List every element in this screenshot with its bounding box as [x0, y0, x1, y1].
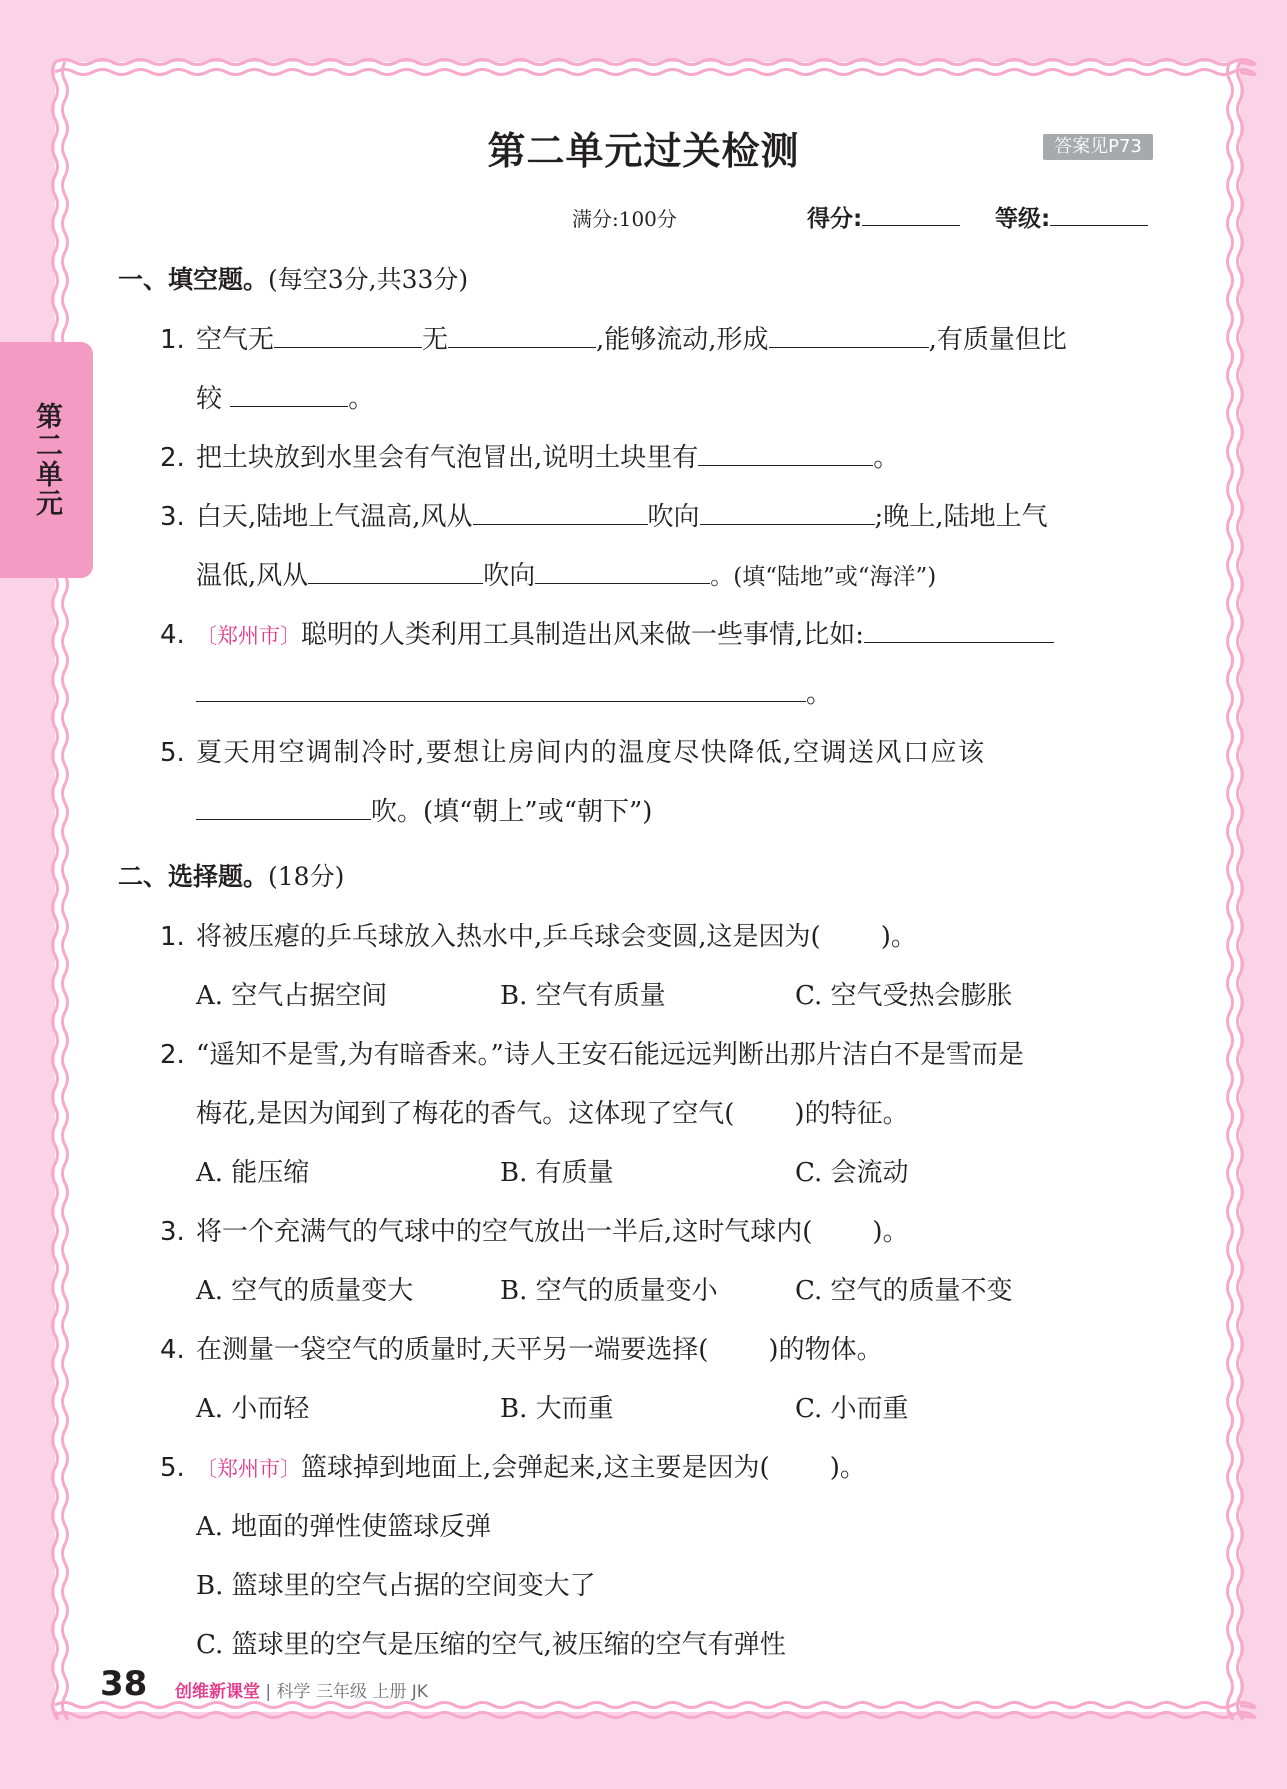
answer-blank[interactable] — [864, 642, 1054, 643]
score-blank[interactable] — [862, 225, 960, 226]
footer-brand: 创维新课堂 — [175, 1682, 260, 1702]
answer-blank[interactable] — [473, 524, 648, 525]
unit-side-tab-label: 第二单元 — [31, 402, 62, 518]
s1-q4-cont — [196, 673, 832, 710]
q-text: 。 — [873, 443, 900, 473]
answer-blank[interactable] — [274, 347, 422, 348]
section-heading-choice — [118, 857, 344, 893]
answer-blank[interactable] — [769, 347, 929, 348]
question-number: 5. — [160, 738, 185, 768]
q-text: )。 — [829, 1453, 866, 1483]
option-a[interactable]: A. 小而轻 — [196, 1394, 310, 1424]
q-text: 较 — [196, 384, 223, 414]
grade-label: 等级: — [995, 206, 1051, 232]
q-text: )。 — [872, 1217, 909, 1247]
s1-q2 — [160, 437, 899, 474]
q-text: 无 — [422, 325, 449, 355]
question-number: 5. — [160, 1453, 185, 1483]
q-text: 聪明的人类利用工具制造出风来做一些事情,比如: — [301, 620, 865, 650]
q-text: )的物体。 — [768, 1335, 883, 1365]
q-text: 夏天用空调制冷时,要想让房间内的温度尽快降低,空调送风口应该 — [196, 738, 986, 768]
s2-q3 — [160, 1211, 909, 1248]
answer-blank[interactable] — [230, 406, 348, 407]
footer-subject: | 科学 三年级 上册 JK — [265, 1682, 428, 1702]
question-number: 1. — [160, 922, 185, 952]
option-c[interactable]: C. 空气的质量不变 — [795, 1276, 1013, 1306]
option-b[interactable]: B. 有质量 — [500, 1158, 614, 1188]
answer-blank[interactable] — [448, 347, 596, 348]
q-text: 。(填“陆地”或“海洋”) — [710, 564, 937, 590]
s1-q4 — [160, 614, 1054, 651]
q-text: 把土块放到水里会有气泡冒出,说明土块里有 — [196, 443, 699, 473]
section2-points: (18分) — [268, 862, 345, 891]
s1-q5 — [160, 732, 986, 769]
unit-side-tab — [0, 342, 93, 578]
option-a[interactable]: A. 能压缩 — [196, 1158, 310, 1188]
grade-field — [995, 200, 1148, 233]
section1-points: (每空3分,共33分) — [268, 265, 469, 294]
q-text: )的特征。 — [794, 1099, 909, 1129]
score-field — [807, 200, 960, 233]
q-text: 吹向 — [483, 561, 536, 591]
q-text: “遥知不是雪,为有暗香来。”诗人王安石能远远判断出那片洁白不是雪而是 — [196, 1040, 1024, 1070]
q-text: 梅花,是因为闻到了梅花的香气。这体现了空气( — [196, 1099, 735, 1129]
q-text: 空气无 — [196, 325, 275, 355]
region-tag: 〔郑州市〕 — [196, 624, 301, 648]
full-score: 满分:100分 — [572, 207, 677, 231]
s1-q1-cont — [196, 378, 374, 415]
option-a[interactable]: A. 空气占据空间 — [196, 981, 388, 1011]
section2-heading: 二、选择题。 — [118, 862, 269, 891]
q-text: 将被压瘪的乒乓球放入热水中,乒乓球会变圆,这是因为( — [196, 922, 821, 952]
answer-blank[interactable] — [196, 819, 371, 820]
q-text: 篮球掉到地面上,会弹起来,这主要是因为( — [301, 1453, 770, 1483]
option-c[interactable]: C. 小而重 — [795, 1394, 909, 1424]
answer-blank[interactable] — [535, 583, 710, 584]
q-text: 吹向 — [647, 502, 700, 532]
s2-q1 — [160, 916, 917, 953]
section1-heading: 一、填空题。 — [118, 265, 269, 294]
option-c[interactable]: C. 空气受热会膨胀 — [795, 981, 1013, 1011]
option-b[interactable]: B. 大而重 — [500, 1394, 614, 1424]
q-text: ,能够流动,形成 — [596, 325, 769, 355]
option-a[interactable]: A. 空气的质量变大 — [196, 1276, 414, 1306]
s2-q2-cont — [196, 1093, 909, 1130]
question-number: 3. — [160, 1217, 185, 1247]
answer-reference-badge: 答案见P73 — [1043, 134, 1153, 160]
question-number: 1. — [160, 325, 185, 355]
s1-q5-cont — [196, 791, 652, 828]
s1-q1 — [160, 319, 1067, 356]
q-text: 将一个充满气的气球中的空气放出一半后,这时气球内( — [196, 1217, 813, 1247]
q-text: 温低,风从 — [196, 561, 309, 591]
option-c[interactable]: C. 会流动 — [795, 1158, 909, 1188]
answer-blank[interactable] — [308, 583, 483, 584]
s2-q2 — [160, 1034, 1024, 1071]
option-b[interactable]: B. 篮球里的空气占据的空间变大了 — [196, 1571, 596, 1601]
option-a[interactable]: A. 地面的弹性使篮球反弹 — [196, 1512, 492, 1542]
q-text: 在测量一袋空气的质量时,天平另一端要选择( — [196, 1335, 709, 1365]
answer-blank[interactable] — [196, 701, 806, 702]
region-tag: 〔郑州市〕 — [196, 1457, 301, 1481]
q-text: 白天,陆地上气温高,风从 — [196, 502, 473, 532]
s1-q3-cont — [196, 555, 936, 592]
answer-blank[interactable] — [700, 524, 875, 525]
question-number: 4. — [160, 620, 185, 650]
question-number: 2. — [160, 443, 185, 473]
grade-blank[interactable] — [1050, 225, 1148, 226]
answer-blank[interactable] — [698, 465, 873, 466]
option-c[interactable]: C. 篮球里的空气是压缩的空气,被压缩的空气有弹性 — [196, 1630, 786, 1660]
question-number: 3. — [160, 502, 185, 532]
option-b[interactable]: B. 空气的质量变小 — [500, 1276, 718, 1306]
q-text: 。 — [806, 679, 833, 709]
footer-info — [175, 1677, 428, 1702]
section-heading-fill-in — [118, 260, 468, 296]
q-text: )。 — [880, 922, 917, 952]
question-number: 2. — [160, 1040, 185, 1070]
q-text: 。 — [348, 384, 375, 414]
q-text: 吹。(填“朝上”或“朝下”) — [371, 797, 653, 827]
page-title: 第二单元过关检测 — [487, 129, 800, 173]
s1-q3 — [160, 496, 1048, 533]
q-text: ,有质量但比 — [928, 325, 1067, 355]
option-b[interactable]: B. 空气有质量 — [500, 981, 666, 1011]
page-number: 38 — [100, 1664, 148, 1704]
question-number: 4. — [160, 1335, 185, 1365]
s2-q4 — [160, 1329, 883, 1366]
score-label: 得分: — [807, 206, 863, 232]
s2-q5 — [160, 1447, 866, 1484]
q-text: ;晚上,陆地上气 — [874, 502, 1048, 532]
